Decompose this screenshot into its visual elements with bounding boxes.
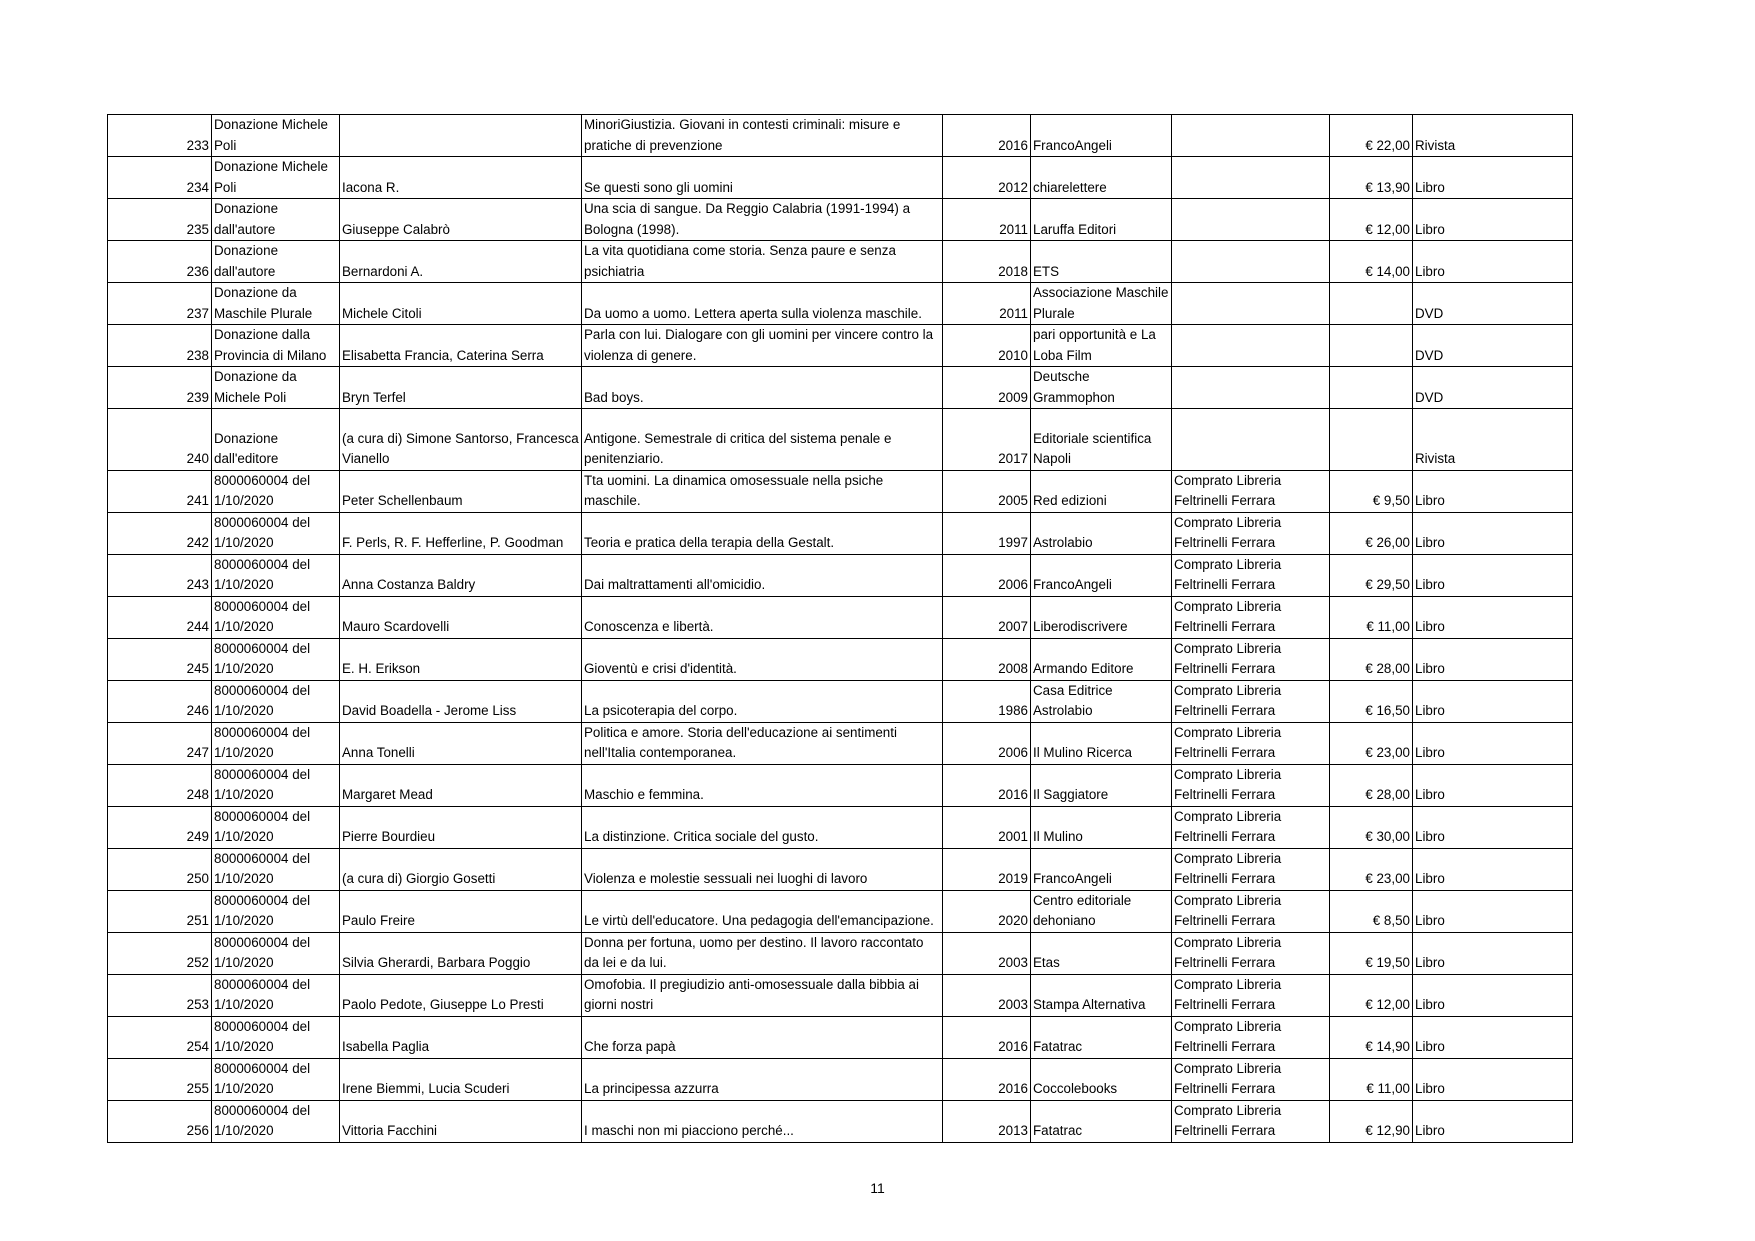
cell-id: 238 xyxy=(108,325,212,367)
cell-id: 239 xyxy=(108,367,212,409)
cell-year: 2019 xyxy=(943,848,1031,890)
cell-id: 248 xyxy=(108,764,212,806)
cell-publisher: Astrolabio xyxy=(1031,512,1172,554)
table-row xyxy=(108,283,1573,325)
table-row xyxy=(108,554,1573,596)
cell-publisher: Coccolebooks xyxy=(1031,1058,1172,1100)
cell-id: 241 xyxy=(108,470,212,512)
table-row xyxy=(108,722,1573,764)
table-row xyxy=(108,241,1573,283)
cell-price: € 11,00 xyxy=(1330,596,1413,638)
cell-author: Mauro Scardovelli xyxy=(340,596,582,638)
cell-year: 2011 xyxy=(943,199,1031,241)
cell-author: Bryn Terfel xyxy=(340,367,582,409)
cell-year: 2020 xyxy=(943,890,1031,932)
cell-type: Libro xyxy=(1413,806,1573,848)
cell-publisher: Il Mulino Ricerca xyxy=(1031,722,1172,764)
cell-publisher: Editoriale scientifica Napoli xyxy=(1031,409,1172,471)
cell-type: Libro xyxy=(1413,512,1573,554)
cell-title: Parla con lui. Dialogare con gli uomini per vincere contro la violenza di genere. xyxy=(582,325,943,367)
cell-year: 2016 xyxy=(943,1016,1031,1058)
cell-title: Tta uomini. La dinamica omosessuale nella psiche maschile. xyxy=(582,470,943,512)
cell-source: 8000060004 del 1/10/2020 xyxy=(212,680,340,722)
cell-author: (a cura di) Giorgio Gosetti xyxy=(340,848,582,890)
cell-author: Irene Biemmi, Lucia Scuderi xyxy=(340,1058,582,1100)
cell-note: Comprato Libreria Feltrinelli Ferrara xyxy=(1172,512,1330,554)
cell-price: € 12,90 xyxy=(1330,1100,1413,1142)
cell-source: 8000060004 del 1/10/2020 xyxy=(212,722,340,764)
cell-note: Comprato Libreria Feltrinelli Ferrara xyxy=(1172,932,1330,974)
cell-year: 1986 xyxy=(943,680,1031,722)
cell-price: € 23,00 xyxy=(1330,722,1413,764)
cell-publisher: Liberodiscrivere xyxy=(1031,596,1172,638)
cell-year: 2016 xyxy=(943,115,1031,157)
cell-year: 1997 xyxy=(943,512,1031,554)
cell-title: La principessa azzurra xyxy=(582,1058,943,1100)
cell-source: 8000060004 del 1/10/2020 xyxy=(212,554,340,596)
cell-source: 8000060004 del 1/10/2020 xyxy=(212,596,340,638)
cell-price: € 30,00 xyxy=(1330,806,1413,848)
table-row xyxy=(108,115,1573,157)
cell-id: 254 xyxy=(108,1016,212,1058)
cell-source: 8000060004 del 1/10/2020 xyxy=(212,932,340,974)
cell-publisher: pari opportunità e La Loba Film xyxy=(1031,325,1172,367)
cell-author: Pierre Bourdieu xyxy=(340,806,582,848)
cell-type: Libro xyxy=(1413,722,1573,764)
cell-publisher: Red edizioni xyxy=(1031,470,1172,512)
cell-year: 2013 xyxy=(943,1100,1031,1142)
cell-publisher: Armando Editore xyxy=(1031,638,1172,680)
cell-title: La psicoterapia del corpo. xyxy=(582,680,943,722)
cell-author: Vittoria Facchini xyxy=(340,1100,582,1142)
cell-price: € 12,00 xyxy=(1330,199,1413,241)
cell-note xyxy=(1172,115,1330,157)
cell-title: Bad boys. xyxy=(582,367,943,409)
cell-title: Dai maltrattamenti all'omicidio. xyxy=(582,554,943,596)
cell-title: Una scia di sangue. Da Reggio Calabria (1991-1994) a Bologna (1998). xyxy=(582,199,943,241)
cell-type: Libro xyxy=(1413,680,1573,722)
cell-year: 2003 xyxy=(943,974,1031,1016)
table-row xyxy=(108,409,1573,471)
cell-year: 2009 xyxy=(943,367,1031,409)
cell-type: Rivista xyxy=(1413,115,1573,157)
cell-author: Giuseppe Calabrò xyxy=(340,199,582,241)
cell-price: € 19,50 xyxy=(1330,932,1413,974)
table-row xyxy=(108,890,1573,932)
cell-note: Comprato Libreria Feltrinelli Ferrara xyxy=(1172,1058,1330,1100)
table-row xyxy=(108,325,1573,367)
cell-publisher: Il Mulino xyxy=(1031,806,1172,848)
cell-title: Conoscenza e libertà. xyxy=(582,596,943,638)
table-row xyxy=(108,848,1573,890)
cell-type: Libro xyxy=(1413,470,1573,512)
cell-publisher: Etas xyxy=(1031,932,1172,974)
table-row xyxy=(108,596,1573,638)
cell-price: € 13,90 xyxy=(1330,157,1413,199)
cell-price: € 14,00 xyxy=(1330,241,1413,283)
cell-author: Michele Citoli xyxy=(340,283,582,325)
cell-publisher: FrancoAngeli xyxy=(1031,554,1172,596)
cell-author: Paulo Freire xyxy=(340,890,582,932)
cell-type: Libro xyxy=(1413,596,1573,638)
table-row xyxy=(108,1016,1573,1058)
cell-title: Donna per fortuna, uomo per destino. Il lavoro raccontato da lei e da lui. xyxy=(582,932,943,974)
cell-type: Libro xyxy=(1413,199,1573,241)
table-row xyxy=(108,638,1573,680)
cell-id: 256 xyxy=(108,1100,212,1142)
cell-author: (a cura di) Simone Santorso, Francesca Vianello xyxy=(340,409,582,471)
cell-author: F. Perls, R. F. Hefferline, P. Goodman xyxy=(340,512,582,554)
table-row xyxy=(108,932,1573,974)
cell-year: 2007 xyxy=(943,596,1031,638)
cell-publisher: FrancoAngeli xyxy=(1031,115,1172,157)
cell-price: € 12,00 xyxy=(1330,974,1413,1016)
cell-source: Donazione dall'autore xyxy=(212,241,340,283)
cell-year: 2011 xyxy=(943,283,1031,325)
cell-author: Paolo Pedote, Giuseppe Lo Presti xyxy=(340,974,582,1016)
cell-year: 2016 xyxy=(943,764,1031,806)
cell-source: Donazione Michele Poli xyxy=(212,115,340,157)
cell-publisher: ETS xyxy=(1031,241,1172,283)
cell-id: 236 xyxy=(108,241,212,283)
cell-source: Donazione dalla Provincia di Milano xyxy=(212,325,340,367)
inventory-rows xyxy=(108,115,1573,1143)
cell-note xyxy=(1172,367,1330,409)
cell-source: Donazione Michele Poli xyxy=(212,157,340,199)
cell-id: 237 xyxy=(108,283,212,325)
table-row xyxy=(108,367,1573,409)
cell-id: 235 xyxy=(108,199,212,241)
cell-source: 8000060004 del 1/10/2020 xyxy=(212,1100,340,1142)
cell-publisher: chiarelettere xyxy=(1031,157,1172,199)
cell-year: 2003 xyxy=(943,932,1031,974)
cell-year: 2006 xyxy=(943,722,1031,764)
cell-title: Violenza e molestie sessuali nei luoghi di lavoro xyxy=(582,848,943,890)
cell-price xyxy=(1330,409,1413,471)
cell-id: 252 xyxy=(108,932,212,974)
cell-author: David Boadella - Jerome Liss xyxy=(340,680,582,722)
cell-publisher: Centro editoriale dehoniano xyxy=(1031,890,1172,932)
table-row xyxy=(108,1058,1573,1100)
cell-note: Comprato Libreria Feltrinelli Ferrara xyxy=(1172,722,1330,764)
cell-price: € 14,90 xyxy=(1330,1016,1413,1058)
cell-id: 250 xyxy=(108,848,212,890)
cell-year: 2001 xyxy=(943,806,1031,848)
cell-id: 255 xyxy=(108,1058,212,1100)
cell-title: Se questi sono gli uomini xyxy=(582,157,943,199)
cell-author: Anna Tonelli xyxy=(340,722,582,764)
cell-id: 234 xyxy=(108,157,212,199)
cell-title: I maschi non mi piacciono perché... xyxy=(582,1100,943,1142)
cell-price: € 23,00 xyxy=(1330,848,1413,890)
cell-note: Comprato Libreria Feltrinelli Ferrara xyxy=(1172,1100,1330,1142)
cell-title: Politica e amore. Storia dell'educazione ai sentimenti nell'Italia contemporanea. xyxy=(582,722,943,764)
cell-price: € 29,50 xyxy=(1330,554,1413,596)
cell-id: 233 xyxy=(108,115,212,157)
inventory-table xyxy=(107,114,1573,1143)
cell-price xyxy=(1330,325,1413,367)
cell-author: Bernardoni A. xyxy=(340,241,582,283)
cell-year: 2017 xyxy=(943,409,1031,471)
cell-publisher: Stampa Alternativa xyxy=(1031,974,1172,1016)
cell-title: Le virtù dell'educatore. Una pedagogia dell'emancipazione. xyxy=(582,890,943,932)
cell-title: Maschio e femmina. xyxy=(582,764,943,806)
table-row xyxy=(108,157,1573,199)
cell-id: 245 xyxy=(108,638,212,680)
table-row xyxy=(108,974,1573,1016)
cell-source: 8000060004 del 1/10/2020 xyxy=(212,1016,340,1058)
cell-note xyxy=(1172,409,1330,471)
cell-price: € 8,50 xyxy=(1330,890,1413,932)
cell-price: € 28,00 xyxy=(1330,764,1413,806)
table-row xyxy=(108,680,1573,722)
cell-price: € 26,00 xyxy=(1330,512,1413,554)
cell-publisher: Associazione Maschile Plurale xyxy=(1031,283,1172,325)
cell-author: Iacona R. xyxy=(340,157,582,199)
cell-source: 8000060004 del 1/10/2020 xyxy=(212,512,340,554)
cell-id: 253 xyxy=(108,974,212,1016)
cell-author: E. H. Erikson xyxy=(340,638,582,680)
cell-type: DVD xyxy=(1413,283,1573,325)
cell-type: Libro xyxy=(1413,554,1573,596)
cell-type: Libro xyxy=(1413,1058,1573,1100)
cell-type: Libro xyxy=(1413,241,1573,283)
cell-price xyxy=(1330,367,1413,409)
cell-type: Libro xyxy=(1413,932,1573,974)
cell-id: 247 xyxy=(108,722,212,764)
cell-price xyxy=(1330,283,1413,325)
cell-source: Donazione da Michele Poli xyxy=(212,367,340,409)
cell-title: Omofobia. Il pregiudizio anti-omosessuale dalla bibbia ai giorni nostri xyxy=(582,974,943,1016)
cell-type: Libro xyxy=(1413,764,1573,806)
cell-author: Isabella Paglia xyxy=(340,1016,582,1058)
cell-publisher: Fatatrac xyxy=(1031,1016,1172,1058)
cell-source: 8000060004 del 1/10/2020 xyxy=(212,1058,340,1100)
cell-source: 8000060004 del 1/10/2020 xyxy=(212,764,340,806)
cell-year: 2006 xyxy=(943,554,1031,596)
cell-note: Comprato Libreria Feltrinelli Ferrara xyxy=(1172,974,1330,1016)
cell-year: 2008 xyxy=(943,638,1031,680)
cell-note: Comprato Libreria Feltrinelli Ferrara xyxy=(1172,554,1330,596)
cell-id: 244 xyxy=(108,596,212,638)
cell-source: 8000060004 del 1/10/2020 xyxy=(212,470,340,512)
cell-note: Comprato Libreria Feltrinelli Ferrara xyxy=(1172,806,1330,848)
cell-source: Donazione da Maschile Plurale xyxy=(212,283,340,325)
cell-type: Libro xyxy=(1413,974,1573,1016)
cell-title: MinoriGiustizia. Giovani in contesti criminali: misure e pratiche di prevenzione xyxy=(582,115,943,157)
cell-source: 8000060004 del 1/10/2020 xyxy=(212,974,340,1016)
cell-type: Libro xyxy=(1413,1016,1573,1058)
cell-source: Donazione dall'editore xyxy=(212,409,340,471)
cell-author xyxy=(340,115,582,157)
cell-note xyxy=(1172,325,1330,367)
cell-id: 242 xyxy=(108,512,212,554)
cell-author: Silvia Gherardi, Barbara Poggio xyxy=(340,932,582,974)
cell-year: 2012 xyxy=(943,157,1031,199)
cell-publisher: FrancoAngeli xyxy=(1031,848,1172,890)
cell-title: Antigone. Semestrale di critica del sistema penale e penitenziario. xyxy=(582,409,943,471)
cell-id: 243 xyxy=(108,554,212,596)
cell-note: Comprato Libreria Feltrinelli Ferrara xyxy=(1172,848,1330,890)
cell-price: € 28,00 xyxy=(1330,638,1413,680)
cell-price: € 9,50 xyxy=(1330,470,1413,512)
cell-id: 240 xyxy=(108,409,212,471)
cell-author: Elisabetta Francia, Caterina Serra xyxy=(340,325,582,367)
cell-author: Peter Schellenbaum xyxy=(340,470,582,512)
table-row xyxy=(108,1100,1573,1142)
cell-id: 251 xyxy=(108,890,212,932)
cell-title: Teoria e pratica della terapia della Gestalt. xyxy=(582,512,943,554)
cell-type: Libro xyxy=(1413,848,1573,890)
cell-note: Comprato Libreria Feltrinelli Ferrara xyxy=(1172,764,1330,806)
cell-note xyxy=(1172,199,1330,241)
cell-price: € 11,00 xyxy=(1330,1058,1413,1100)
cell-type: Libro xyxy=(1413,638,1573,680)
cell-title: Gioventù e crisi d'identità. xyxy=(582,638,943,680)
cell-note: Comprato Libreria Feltrinelli Ferrara xyxy=(1172,596,1330,638)
cell-note: Comprato Libreria Feltrinelli Ferrara xyxy=(1172,470,1330,512)
cell-title: La distinzione. Critica sociale del gusto. xyxy=(582,806,943,848)
cell-title: Da uomo a uomo. Lettera aperta sulla violenza maschile. xyxy=(582,283,943,325)
table-row xyxy=(108,764,1573,806)
table-row xyxy=(108,512,1573,554)
cell-type: Libro xyxy=(1413,157,1573,199)
cell-type: Libro xyxy=(1413,1100,1573,1142)
cell-note xyxy=(1172,157,1330,199)
cell-note xyxy=(1172,241,1330,283)
cell-author: Anna Costanza Baldry xyxy=(340,554,582,596)
cell-note: Comprato Libreria Feltrinelli Ferrara xyxy=(1172,890,1330,932)
cell-id: 249 xyxy=(108,806,212,848)
cell-price: € 16,50 xyxy=(1330,680,1413,722)
cell-type: Rivista xyxy=(1413,409,1573,471)
cell-id: 246 xyxy=(108,680,212,722)
cell-source: 8000060004 del 1/10/2020 xyxy=(212,890,340,932)
cell-year: 2018 xyxy=(943,241,1031,283)
page-number: 11 xyxy=(870,1180,885,1196)
cell-note: Comprato Libreria Feltrinelli Ferrara xyxy=(1172,638,1330,680)
cell-note: Comprato Libreria Feltrinelli Ferrara xyxy=(1172,1016,1330,1058)
cell-type: DVD xyxy=(1413,325,1573,367)
table-row xyxy=(108,806,1573,848)
cell-title: La vita quotidiana come storia. Senza paure e senza psichiatria xyxy=(582,241,943,283)
cell-author: Margaret Mead xyxy=(340,764,582,806)
cell-price: € 22,00 xyxy=(1330,115,1413,157)
cell-publisher: Fatatrac xyxy=(1031,1100,1172,1142)
cell-year: 2005 xyxy=(943,470,1031,512)
cell-note: Comprato Libreria Feltrinelli Ferrara xyxy=(1172,680,1330,722)
cell-source: Donazione dall'autore xyxy=(212,199,340,241)
cell-year: 2010 xyxy=(943,325,1031,367)
cell-type: DVD xyxy=(1413,367,1573,409)
cell-source: 8000060004 del 1/10/2020 xyxy=(212,806,340,848)
cell-publisher: Laruffa Editori xyxy=(1031,199,1172,241)
table-row xyxy=(108,199,1573,241)
cell-year: 2016 xyxy=(943,1058,1031,1100)
cell-note xyxy=(1172,283,1330,325)
cell-publisher: Il Saggiatore xyxy=(1031,764,1172,806)
cell-type: Libro xyxy=(1413,890,1573,932)
cell-source: 8000060004 del 1/10/2020 xyxy=(212,638,340,680)
cell-title: Che forza papà xyxy=(582,1016,943,1058)
table-row xyxy=(108,470,1573,512)
cell-publisher: Casa Editrice Astrolabio xyxy=(1031,680,1172,722)
cell-source: 8000060004 del 1/10/2020 xyxy=(212,848,340,890)
cell-publisher: Deutsche Grammophon xyxy=(1031,367,1172,409)
